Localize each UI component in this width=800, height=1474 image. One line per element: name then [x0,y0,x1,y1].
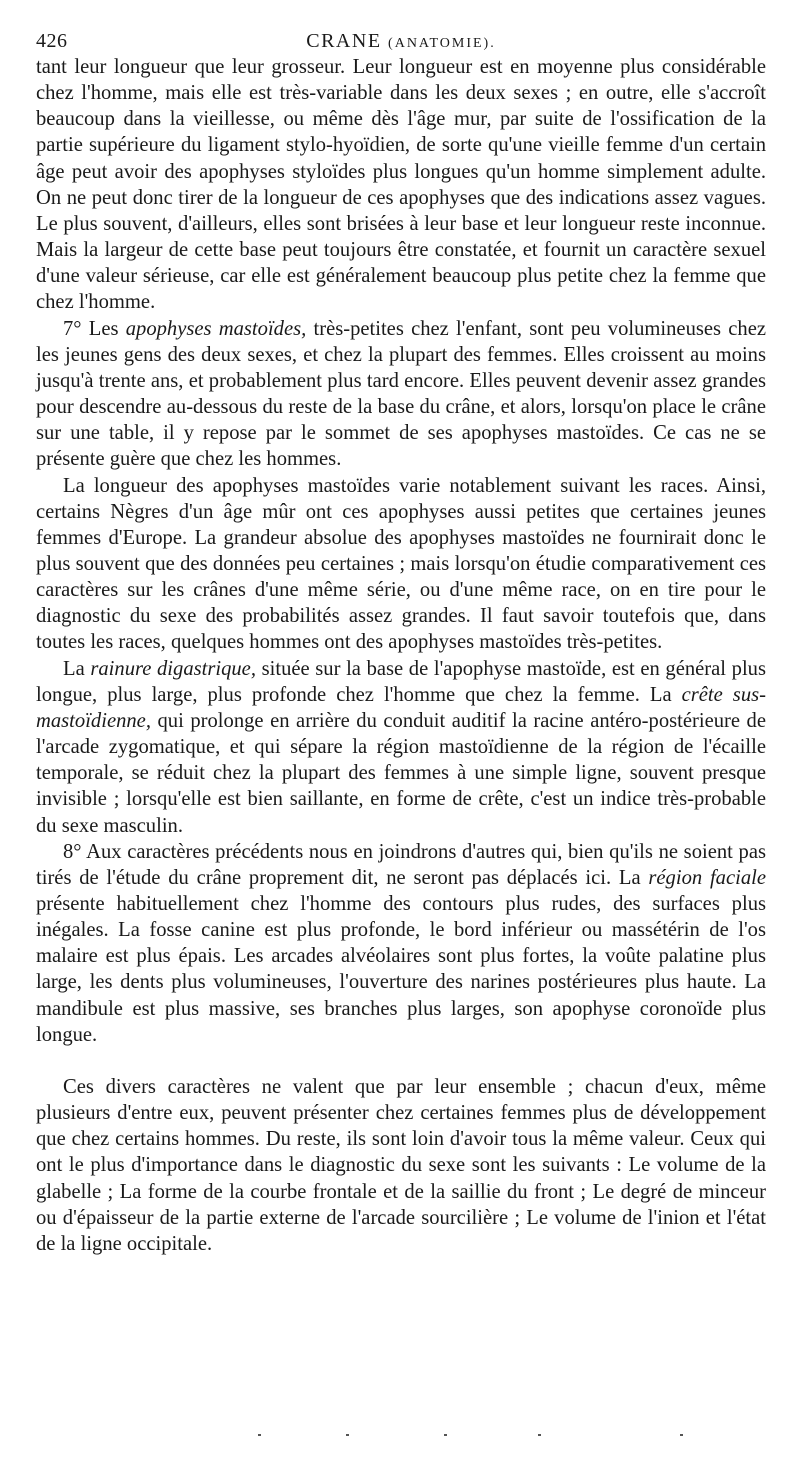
section-number-7: 7° Les [63,317,126,340]
speck [538,1434,541,1436]
paragraph-text: présente habituellement chez l'homme des contours plus rudes, des surfaces plus inégales. La fosse canine est plus profonde, le bord inférieur ou massétérin de l'os malaire est plus épais. Les arcades alvéolaires sont plus fortes, la voûte palatine plus large, les dents plus volumineuses, l'ouverture des narines postérieures plus haute. La mandibule est plus massive, ses branches plus larges, son apophyse coronoïde plus longue. [36,893,766,1046]
paragraph-text: très-petites chez l'enfant, sont peu volumineuses chez les jeunes gens des deux sexes, et chez la plupart des femmes. Elles croissent au moins jusqu'à trente ans, et probablement plus tard encore. Elles peuvent devenir assez grandes pour descendre au-dessous du reste de la base du crâne, et alors, lorsqu'on place le crâne sur une table, il y repose par le sommet de ses apophyses mastoïdes. Ce cas ne se présente guère que chez les hommes. [36,317,766,471]
book-page [36,22,766,1257]
speck [680,1434,683,1436]
paragraph-digastric-groove [36,656,766,839]
page-bottom-specks [0,1434,800,1444]
paragraph-summary: Ces divers caractères ne valent que par leur ensemble ; chacun d'eux, même plusieurs d'entre eux, peuvent présenter chez certaines femmes plus de développement que chez certains hommes. Du reste, ils sont loin d'avoir tous la même valeur. Ceux qui ont le plus d'importance dans le diagnostic du sexe sont les suivants : Le volume de la glabelle ; La forme de la courbe frontale et de la saillie du front ; Le degré de minceur ou d'épaisseur de la partie externe de l'arcade sourcilière ; Le volume de l'inion et l'état de la ligne occipitale. [36,1075,766,1255]
term-rainure-digastrique: rainure digastrique, [90,657,256,680]
term-crete-sus-mastoidienne: crête sus-mastoïdienne, [36,683,766,732]
paragraph-facial-region [36,839,766,1048]
term-apophyses-mastoides: apophyses mastoïdes, [125,317,307,340]
body-text [36,54,766,1257]
paragraph-mastoid-races: La longueur des apophyses mastoïdes varie notablement suivant les races. Ainsi, certains Nègres d'un âge mûr ont ces apophyses aussi petites que certaines jeunes femmes d'Europe. La grandeur absolue des apophyses mastoïdes ne fournirait donc le plus souvent que des données peu certaines ; mais lorsqu'on étudie comparativement ces caractères sur les crânes d'une même série, ou d'une même race, on en tire pour le diagnostic du sexe des probabilités assez grandes. Il faut savoir toutefois que, dans toutes les races, quelques hommes ont des apophyses mastoïdes très-petites. [36,474,766,654]
speck [444,1434,447,1436]
paragraph-text: La [63,657,91,680]
speck [346,1434,349,1436]
page-number: 426 [36,30,68,52]
paragraph-mastoid-processes [36,316,766,473]
paragraph-text: située sur la base de l'apophyse mastoïde, est en général plus longue, plus large, plus profonde chez l'homme que chez la femme. La [36,657,766,706]
term-region-faciale: région faciale [648,866,766,889]
running-head [36,22,766,56]
paragraph-gap [36,1048,766,1074]
paragraph-styloid-continuation: tant leur longueur que leur grosseur. Leur longueur est en moyenne plus considérable chez l'homme, mais elle est très-variable dans les deux sexes ; en outre, elle s'accroît beaucoup dans la vieillesse, ou même dès l'âge mur, par suite de l'ossification de la partie supérieure du ligament stylo-hyoïdien, de sorte qu'une vieille femme d'un certain âge peut avoir des apophyses styloïdes plus longues qu'un homme simplement adulte. On ne peut donc tirer de la longueur de ces apophyses que des indications assez vagues. Le plus souvent, d'ailleurs, elles sont brisées à leur base et leur longueur reste inconnue. Mais la largeur de cette base peut toujours être constatée, et fournit un caractère sexuel d'une valeur sérieuse, car elle est généralement beaucoup plus petite chez la femme que chez l'homme. [36,56,766,314]
running-title [36,30,766,53]
paragraph-text: qui prolonge en arrière du conduit auditif la racine antéro-postérieure de l'arcade zygomatique, et qui sépare la région mastoïdienne de la région de l'écaille temporale, se réduit chez la plupart des femmes à une simple ligne, souvent presque invisible ; lorsqu'elle est bien saillante, en forme de crête, c'est un indice très-probable du sexe masculin. [36,709,766,837]
speck [258,1434,261,1436]
section-number-8: 8° Aux caractères précédents nous en joindrons d'autres qui, bien qu'ils ne soient pas tirés de l'étude du crâne proprement dit, ne seront pas déplacés ici. La [36,840,766,889]
running-title-section: (ANATOMIE). [388,36,496,51]
running-title-main: CRANE [306,30,382,52]
